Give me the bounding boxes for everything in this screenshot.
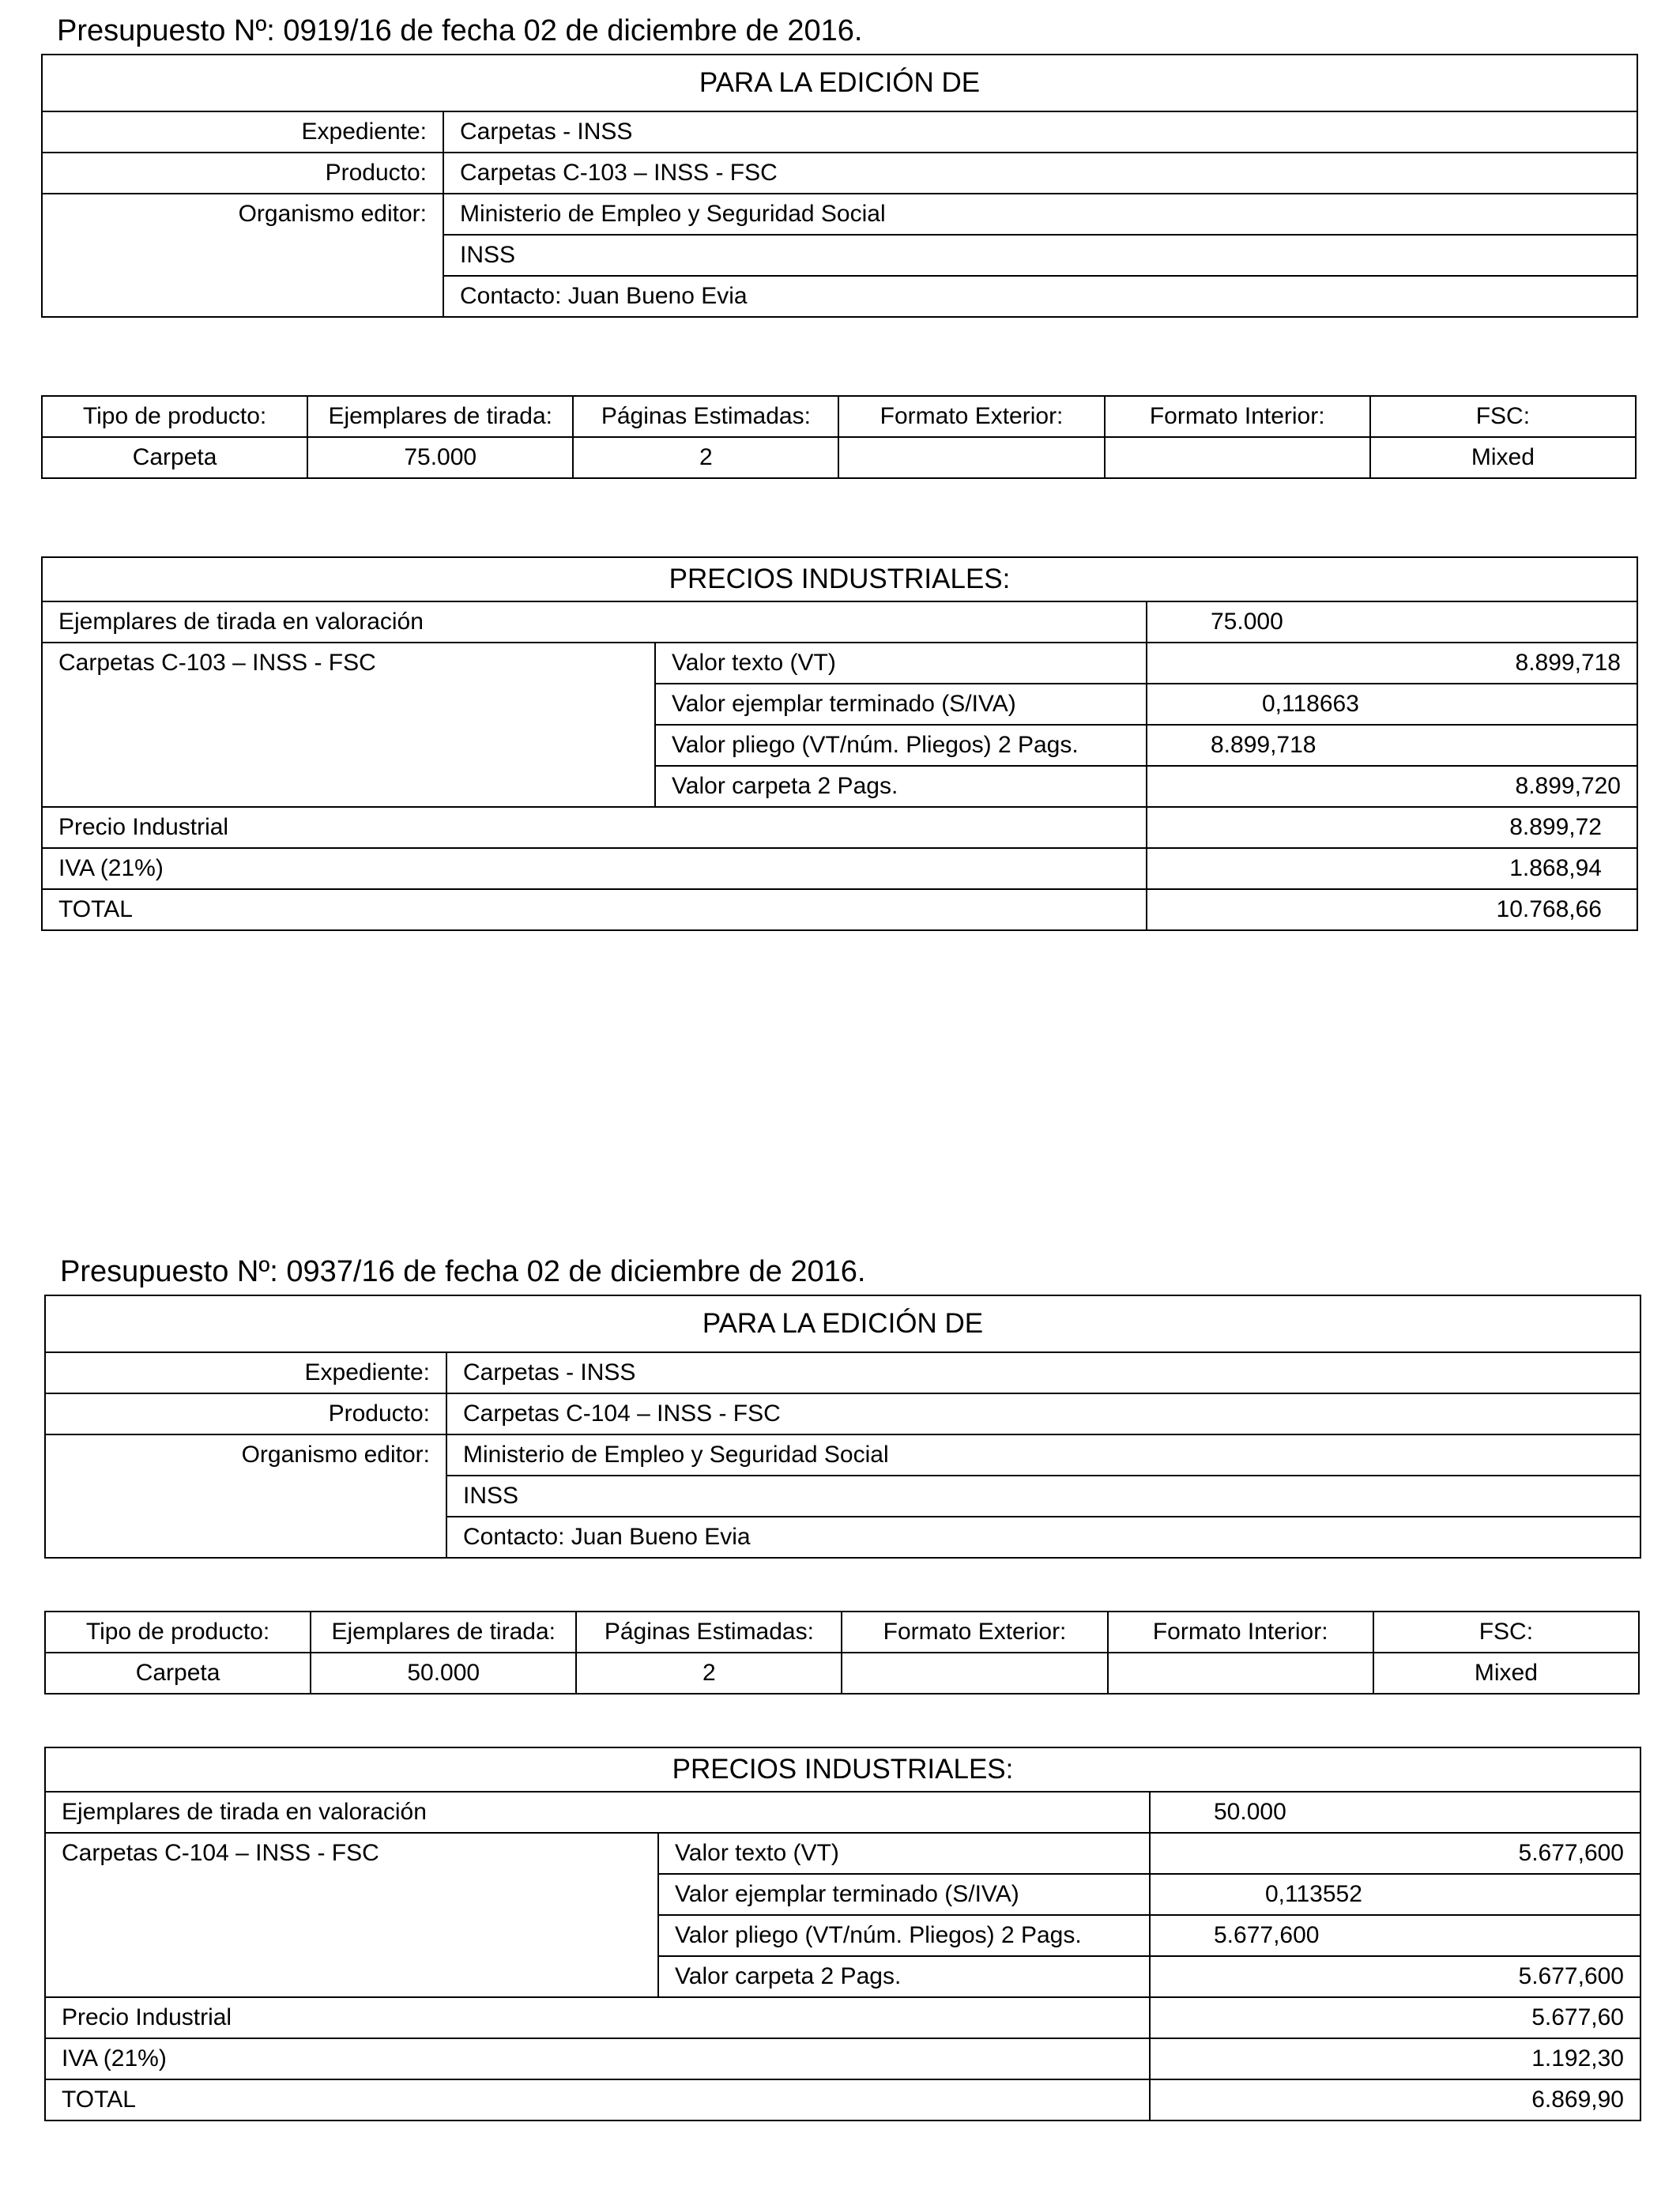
product-header-cell: Formato Exterior: bbox=[838, 396, 1104, 437]
product-table bbox=[44, 1611, 1640, 1695]
product-header-cell: Páginas Estimadas: bbox=[573, 396, 838, 437]
prices-table bbox=[41, 556, 1638, 931]
valor-carpeta-value: 5.677,600 bbox=[1150, 1956, 1640, 1997]
product-value-cell: Mixed bbox=[1373, 1653, 1639, 1694]
product-header-cell: Tipo de producto: bbox=[45, 1612, 311, 1653]
ejemplares-value: 50.000 bbox=[1150, 1792, 1640, 1833]
organismo-line: Ministerio de Empleo y Seguridad Social bbox=[443, 194, 1637, 235]
producto-value: Carpetas C-103 – INSS - FSC bbox=[443, 153, 1637, 194]
expediente-value: Carpetas - INSS bbox=[443, 111, 1637, 153]
product-value-cell: 75.000 bbox=[307, 437, 573, 478]
product-value-cell: Mixed bbox=[1370, 437, 1636, 478]
edition-header: PARA LA EDICIÓN DE bbox=[42, 55, 1637, 111]
organismo-contact: Contacto: Juan Bueno Evia bbox=[446, 1517, 1640, 1558]
prices-header: PRECIOS INDUSTRIALES: bbox=[45, 1747, 1640, 1792]
edition-header: PARA LA EDICIÓN DE bbox=[45, 1295, 1640, 1352]
producto-label: Producto: bbox=[42, 153, 443, 194]
organismo-line: INSS bbox=[443, 235, 1637, 276]
product-value-cell: 2 bbox=[573, 437, 838, 478]
precio-industrial-label: Precio Industrial bbox=[42, 807, 1147, 848]
valor-ejemplar-label: Valor ejemplar terminado (S/IVA) bbox=[658, 1874, 1150, 1915]
precio-industrial-label: Precio Industrial bbox=[45, 1997, 1150, 2038]
product-header-cell: Ejemplares de tirada: bbox=[307, 396, 573, 437]
precio-industrial-value: 5.677,60 bbox=[1150, 1997, 1640, 2038]
valor-ejemplar-value: 0,118663 bbox=[1147, 684, 1637, 725]
ejemplares-value: 75.000 bbox=[1147, 601, 1637, 643]
product-value-cell bbox=[842, 1653, 1107, 1694]
valor-texto-value: 5.677,600 bbox=[1150, 1833, 1640, 1874]
product-header-cell: Páginas Estimadas: bbox=[576, 1612, 842, 1653]
iva-value: 1.192,30 bbox=[1150, 2038, 1640, 2079]
organismo-line: INSS bbox=[446, 1476, 1640, 1517]
edition-table bbox=[44, 1295, 1641, 1559]
product-value-cell: 2 bbox=[576, 1653, 842, 1694]
valor-carpeta-label: Valor carpeta 2 Pags. bbox=[658, 1956, 1150, 1997]
product-header-cell: Ejemplares de tirada: bbox=[311, 1612, 576, 1653]
valor-carpeta-value: 8.899,720 bbox=[1147, 766, 1637, 807]
total-value: 10.768,66 bbox=[1147, 889, 1637, 930]
product-header-cell: Formato Interior: bbox=[1105, 396, 1370, 437]
ejemplares-label: Ejemplares de tirada en valoración bbox=[42, 601, 1147, 643]
product-header-cell: Formato Interior: bbox=[1108, 1612, 1373, 1653]
product-value-cell: Carpeta bbox=[42, 437, 307, 478]
product-value-cell bbox=[1108, 1653, 1373, 1694]
product-value-cell: 50.000 bbox=[311, 1653, 576, 1694]
organismo-label: Organismo editor: bbox=[45, 1434, 446, 1558]
valor-texto-label: Valor texto (VT) bbox=[658, 1833, 1150, 1874]
valor-pliego-label: Valor pliego (VT/núm. Pliegos) 2 Pags. bbox=[655, 725, 1147, 766]
prices-table bbox=[44, 1747, 1641, 2121]
product-value-cell: Carpeta bbox=[45, 1653, 311, 1694]
product-header-cell: FSC: bbox=[1370, 396, 1636, 437]
ejemplares-label: Ejemplares de tirada en valoración bbox=[45, 1792, 1150, 1833]
product-value-cell bbox=[1105, 437, 1370, 478]
total-value: 6.869,90 bbox=[1150, 2079, 1640, 2120]
valor-ejemplar-label: Valor ejemplar terminado (S/IVA) bbox=[655, 684, 1147, 725]
expediente-value: Carpetas - INSS bbox=[446, 1352, 1640, 1393]
expediente-label: Expediente: bbox=[42, 111, 443, 153]
precio-industrial-value: 8.899,72 bbox=[1147, 807, 1637, 848]
precios-product-name: Carpetas C-104 – INSS - FSC bbox=[45, 1833, 658, 1997]
organismo-contact: Contacto: Juan Bueno Evia bbox=[443, 276, 1637, 317]
expediente-label: Expediente: bbox=[45, 1352, 446, 1393]
iva-label: IVA (21%) bbox=[42, 848, 1147, 889]
quote-section bbox=[44, 1249, 1640, 2121]
valor-ejemplar-value: 0,113552 bbox=[1150, 1874, 1640, 1915]
iva-value: 1.868,94 bbox=[1147, 848, 1637, 889]
valor-texto-label: Valor texto (VT) bbox=[655, 643, 1147, 684]
organismo-line: Ministerio de Empleo y Seguridad Social bbox=[446, 1434, 1640, 1476]
product-header-cell: Formato Exterior: bbox=[842, 1612, 1107, 1653]
quote-title: Presupuesto Nº: 0937/16 de fecha 02 de diciembre de 2016. bbox=[60, 1255, 866, 1288]
product-header-cell: FSC: bbox=[1373, 1612, 1639, 1653]
edition-table bbox=[41, 54, 1638, 318]
quote-section bbox=[41, 8, 1637, 931]
producto-label: Producto: bbox=[45, 1393, 446, 1434]
valor-pliego-value: 5.677,600 bbox=[1150, 1915, 1640, 1956]
valor-pliego-value: 8.899,718 bbox=[1147, 725, 1637, 766]
total-label: TOTAL bbox=[42, 889, 1147, 930]
valor-carpeta-label: Valor carpeta 2 Pags. bbox=[655, 766, 1147, 807]
product-header-cell: Tipo de producto: bbox=[42, 396, 307, 437]
producto-value: Carpetas C-104 – INSS - FSC bbox=[446, 1393, 1640, 1434]
product-table bbox=[41, 395, 1637, 479]
product-value-cell bbox=[838, 437, 1104, 478]
valor-texto-value: 8.899,718 bbox=[1147, 643, 1637, 684]
precios-product-name: Carpetas C-103 – INSS - FSC bbox=[42, 643, 655, 807]
iva-label: IVA (21%) bbox=[45, 2038, 1150, 2079]
organismo-label: Organismo editor: bbox=[42, 194, 443, 317]
quote-title: Presupuesto Nº: 0919/16 de fecha 02 de diciembre de 2016. bbox=[57, 14, 863, 47]
total-label: TOTAL bbox=[45, 2079, 1150, 2120]
valor-pliego-label: Valor pliego (VT/núm. Pliegos) 2 Pags. bbox=[658, 1915, 1150, 1956]
prices-header: PRECIOS INDUSTRIALES: bbox=[42, 557, 1637, 601]
